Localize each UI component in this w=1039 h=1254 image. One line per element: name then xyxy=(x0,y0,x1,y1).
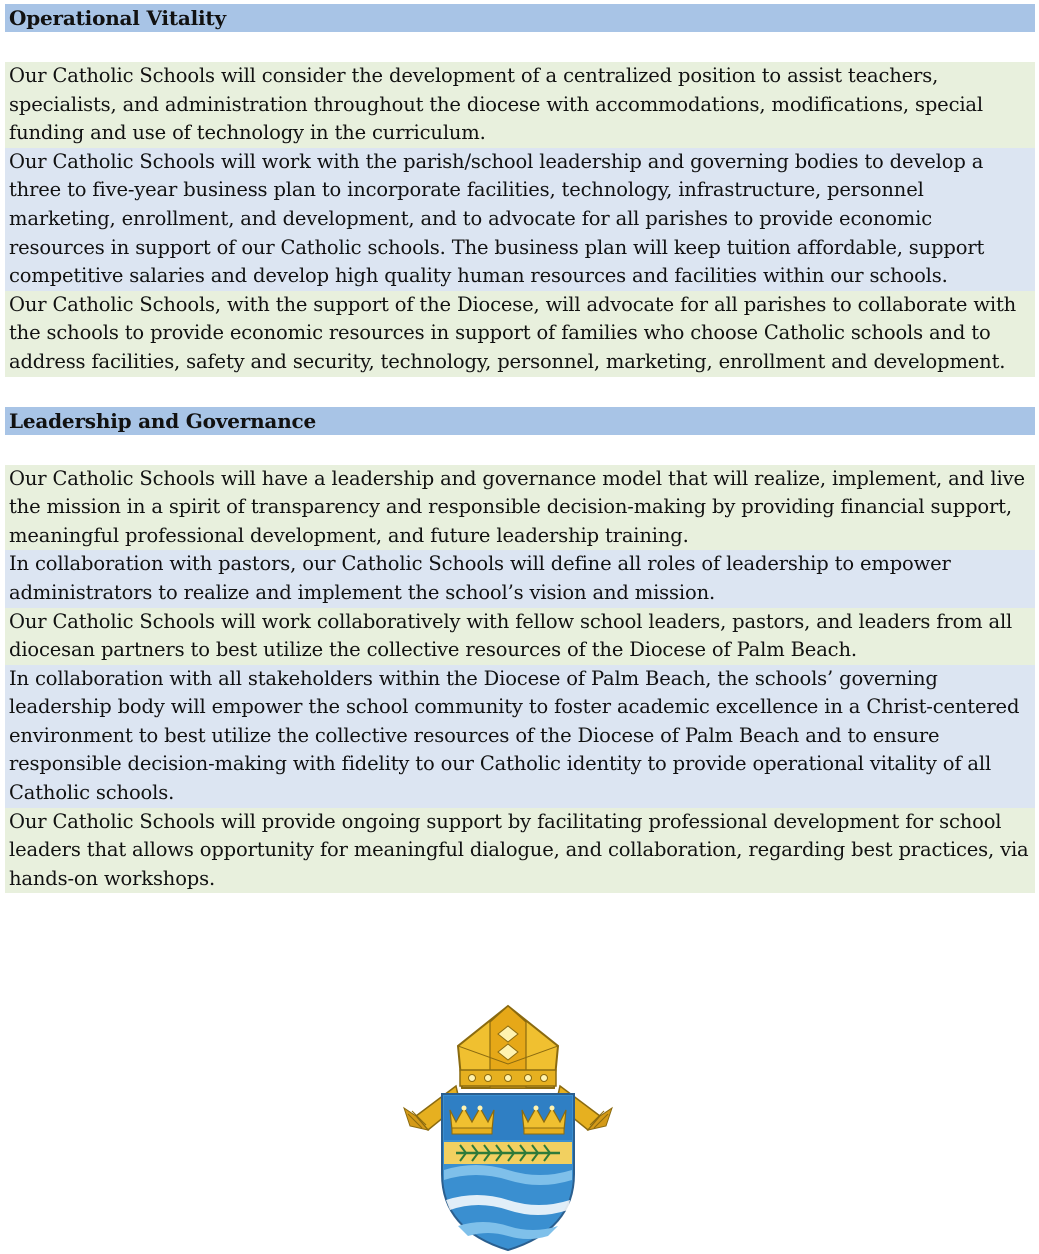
logo-area xyxy=(0,1000,1039,1251)
paragraph-roles-of-leadership: In collaboration with pastors, our Catholic Schools will define all roles of leadership to empower administrators to realize and implement the school’s vision and mission. xyxy=(5,550,1035,607)
section-title-operational-vitality: Operational Vitality xyxy=(5,4,1035,32)
paragraph-stakeholders: In collaboration with all stakeholders within the Diocese of Palm Beach, the schools’ governing leadership body will empower the school community to foster academic excellence in a Christ-centered environment to best utilize the collective resources of the Diocese of Palm Beach and to ensure responsible decision-making with fidelity to our Catholic identity to provide operational vitality of all Catholic schools. xyxy=(5,665,1035,808)
document-page xyxy=(5,4,1035,893)
section-title-leadership-governance: Leadership and Governance xyxy=(5,407,1035,435)
paragraph-business-plan: Our Catholic Schools will work with the parish/school leadership and governing bodies to develop a three to five-year business plan to incorporate facilities, technology, infrastructure, personnel marketing, enrollment, and development, and to advocate for all parishes to provide economic resources in support of our Catholic schools. The business plan will keep tuition affordable, support competitive salaries and develop high quality human resources and facilities within our schools. xyxy=(5,148,1035,291)
paragraph-centralized-position: Our Catholic Schools will consider the development of a centralized position to assist teachers, specialists, and administration throughout the diocese with accommodations, modifications, special funding and use of technology in the curriculum. xyxy=(5,62,1035,148)
paragraph-diocese-support: Our Catholic Schools, with the support of the Diocese, will advocate for all parishes to collaborate with the schools to provide economic resources in support of families who choose Catholic schools and to address facilities, safety and security, technology, personnel, marketing, enrollment and development. xyxy=(5,291,1035,377)
paragraph-collaborative-work: Our Catholic Schools will work collaboratively with fellow school leaders, pastors, and leaders from all diocesan partners to best utilize the collective resources of the Diocese of Palm Beach. xyxy=(5,608,1035,665)
spacer xyxy=(5,377,1035,407)
diocese-coat-of-arms-icon xyxy=(398,1004,618,1254)
spacer xyxy=(5,32,1035,62)
paragraph-ongoing-support: Our Catholic Schools will provide ongoing support by facilitating professional development for school leaders that allows opportunity for meaningful dialogue, and collaboration, regarding best practices, via hands-on workshops. xyxy=(5,808,1035,894)
spacer xyxy=(5,435,1035,465)
paragraph-leadership-model: Our Catholic Schools will have a leadership and governance model that will realize, implement, and live the mission in a spirit of transparency and responsible decision-making by providing financial support, meaningful professional development, and future leadership training. xyxy=(5,465,1035,551)
